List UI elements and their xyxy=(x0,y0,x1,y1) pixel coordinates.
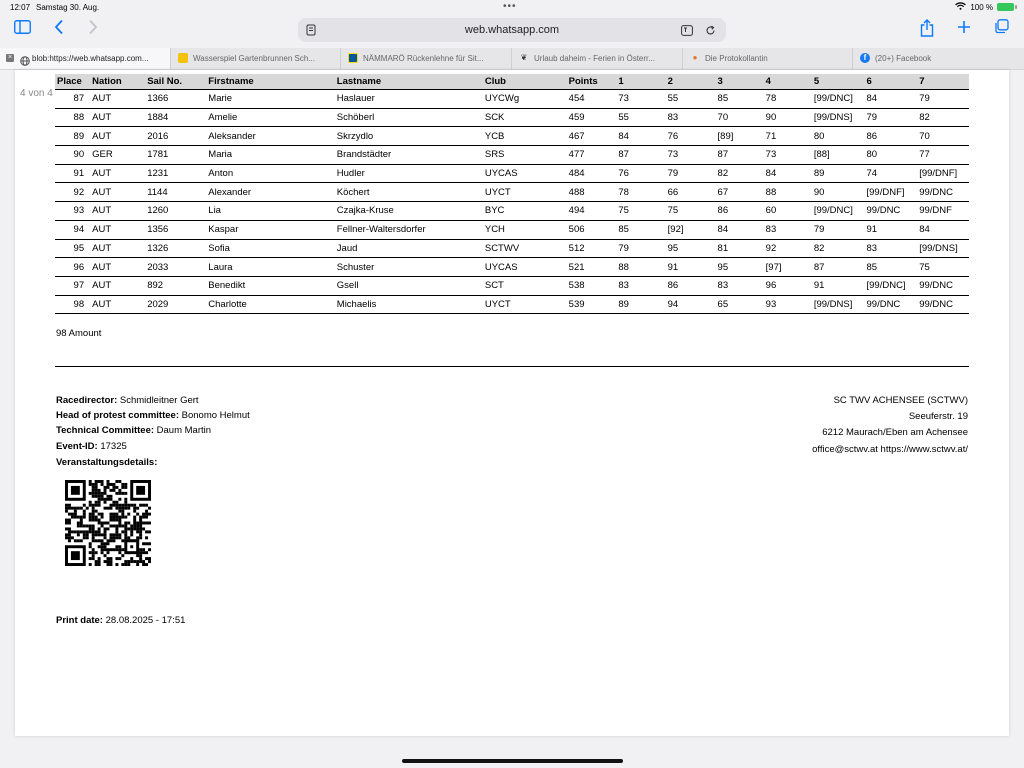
film-favicon-icon: ● xyxy=(692,53,698,62)
reader-icon[interactable] xyxy=(306,18,316,42)
table-cell: 78 xyxy=(616,183,665,202)
tab-label: (20+) Facebook xyxy=(875,54,932,63)
table-cell: 90 xyxy=(55,146,90,165)
table-cell: SCK xyxy=(483,108,567,127)
protest-line xyxy=(56,408,250,423)
table-cell: AUT xyxy=(90,239,145,258)
table-cell: 73 xyxy=(616,90,665,109)
table-cell: SCT xyxy=(483,276,567,295)
table-cell: 74 xyxy=(865,164,918,183)
table-row xyxy=(55,276,969,295)
column-header: Nation xyxy=(90,74,145,90)
column-header: 6 xyxy=(865,74,918,90)
tab-label: blob:https://web.whatsapp.com... xyxy=(32,54,149,63)
table-cell: Amelie xyxy=(206,108,335,127)
table-cell: 96 xyxy=(55,258,90,277)
officials-block xyxy=(56,393,250,454)
table-cell: AUT xyxy=(90,258,145,277)
event-label: Event-ID: xyxy=(56,440,98,452)
table-cell: Köchert xyxy=(335,183,483,202)
table-cell: 93 xyxy=(55,202,90,221)
column-header: Sail No. xyxy=(145,74,206,90)
table-cell: 99/DNC xyxy=(917,295,969,314)
table-cell: 79 xyxy=(616,239,665,258)
table-cell: 73 xyxy=(666,146,716,165)
column-header: 5 xyxy=(812,74,865,90)
sidebar-icon[interactable] xyxy=(14,19,31,41)
tab-label: Die Protokollantin xyxy=(705,54,768,63)
table-cell: AUT xyxy=(90,183,145,202)
table-cell: Laura xyxy=(206,258,335,277)
technical-value: Daum Martin xyxy=(156,425,212,437)
divider xyxy=(55,366,969,367)
table-cell: 488 xyxy=(567,183,617,202)
tab-blob-pdf[interactable] xyxy=(0,48,171,69)
event-value: 17325 xyxy=(100,440,127,452)
table-cell: YCB xyxy=(483,127,567,146)
table-cell: 90 xyxy=(764,108,812,127)
table-cell: 87 xyxy=(616,146,665,165)
table-cell: 76 xyxy=(616,164,665,183)
print-label: Print date: xyxy=(56,615,103,626)
table-cell: 89 xyxy=(812,164,865,183)
table-cell: 94 xyxy=(55,220,90,239)
table-cell: 86 xyxy=(666,276,716,295)
table-cell: Schöberl xyxy=(335,108,483,127)
table-cell: [99/DNS] xyxy=(917,239,969,258)
table-cell: 88 xyxy=(616,258,665,277)
table-cell: YCH xyxy=(483,220,567,239)
print-value: 28.08.2025 - 17:51 xyxy=(105,615,186,626)
table-cell: 1144 xyxy=(145,183,206,202)
table-cell: 477 xyxy=(567,146,617,165)
table-cell: [99/DNC] xyxy=(812,202,865,221)
table-cell: 85 xyxy=(716,90,764,109)
table-cell: 80 xyxy=(865,146,918,165)
table-cell: 98 xyxy=(55,295,90,314)
details-label: Veranstaltungsdetails: xyxy=(56,457,158,468)
table-cell: 512 xyxy=(567,239,617,258)
results-header-row xyxy=(55,74,969,90)
table-cell: 484 xyxy=(567,164,617,183)
table-cell: 1781 xyxy=(145,146,206,165)
technical-label: Technical Committee: xyxy=(56,425,155,437)
qr-code[interactable] xyxy=(65,480,151,566)
table-cell: 77 xyxy=(917,146,969,165)
table-cell: 86 xyxy=(716,202,764,221)
globe-icon xyxy=(20,53,30,69)
table-cell: 79 xyxy=(865,108,918,127)
table-cell: Czajka-Kruse xyxy=(335,202,483,221)
column-header: 4 xyxy=(764,74,812,90)
table-cell: Kaspar xyxy=(206,220,335,239)
table-cell: 99/DNF xyxy=(917,202,969,221)
table-cell: 459 xyxy=(567,108,617,127)
column-header: 3 xyxy=(716,74,764,90)
table-cell: 88 xyxy=(55,108,90,127)
table-cell: 87 xyxy=(55,90,90,109)
table-cell: 93 xyxy=(764,295,812,314)
translate-icon[interactable] xyxy=(681,24,696,36)
status-time: 12:07 xyxy=(10,3,31,12)
table-cell: 99/DNC xyxy=(865,295,918,314)
table-cell: 467 xyxy=(567,127,617,146)
table-cell: 82 xyxy=(812,239,865,258)
leaf-favicon-icon: ❦ xyxy=(520,53,528,62)
table-cell: AUT xyxy=(90,220,145,239)
racedirector-line xyxy=(56,393,250,408)
tabs-overview-icon[interactable] xyxy=(994,19,1009,41)
table-cell: Lia xyxy=(206,202,335,221)
table-cell: Sofia xyxy=(206,239,335,258)
racedirector-value: Schmidleitner Gert xyxy=(119,395,199,406)
table-row xyxy=(55,127,969,146)
table-cell: 83 xyxy=(616,276,665,295)
table-cell: 1366 xyxy=(145,90,206,109)
table-cell: Hudler xyxy=(335,164,483,183)
table-cell: AUT xyxy=(90,90,145,109)
table-cell: 84 xyxy=(716,220,764,239)
table-cell: 85 xyxy=(865,258,918,277)
home-indicator[interactable] xyxy=(402,759,623,763)
table-cell: GER xyxy=(90,146,145,165)
table-cell: [97] xyxy=(764,258,812,277)
table-cell: [99/DNS] xyxy=(812,108,865,127)
event-line xyxy=(56,439,250,454)
table-row xyxy=(55,258,969,277)
new-tab-icon[interactable] xyxy=(957,19,971,41)
column-header: Place xyxy=(55,74,90,90)
table-cell: 82 xyxy=(917,108,969,127)
wifi-icon xyxy=(955,2,966,12)
table-cell: 86 xyxy=(865,127,918,146)
tab-label: Wasserspiel Gartenbrunnen Sch... xyxy=(193,54,315,63)
column-header: 1 xyxy=(616,74,665,90)
table-cell: 55 xyxy=(616,108,665,127)
protest-value: Bonomo Helmut xyxy=(181,410,250,422)
table-cell: 454 xyxy=(567,90,617,109)
table-cell: UYCWg xyxy=(483,90,567,109)
table-row xyxy=(55,90,969,109)
table-cell: [99/DNC] xyxy=(865,276,918,295)
table-cell: 76 xyxy=(666,127,716,146)
table-cell: 75 xyxy=(616,202,665,221)
table-cell: UYCT xyxy=(483,183,567,202)
table-cell: 1884 xyxy=(145,108,206,127)
table-cell: Jaud xyxy=(335,239,483,258)
technical-line xyxy=(56,423,250,438)
table-cell: 87 xyxy=(716,146,764,165)
table-row xyxy=(55,164,969,183)
tab-bar xyxy=(0,48,1024,70)
club-address xyxy=(812,393,968,458)
table-cell: 892 xyxy=(145,276,206,295)
table-cell: Fellner-Waltersdorfer xyxy=(335,220,483,239)
table-cell: 90 xyxy=(812,183,865,202)
column-header: Club xyxy=(483,74,567,90)
table-cell: 55 xyxy=(666,90,716,109)
table-cell: 84 xyxy=(865,90,918,109)
close-tab-icon[interactable]: × xyxy=(7,54,13,61)
status-date: Samstag 30. Aug. xyxy=(36,3,100,12)
table-cell: 521 xyxy=(567,258,617,277)
table-cell: [99/DNF] xyxy=(917,164,969,183)
multitasking-dots-icon[interactable]: ••• xyxy=(503,1,517,12)
column-header: Lastname xyxy=(335,74,483,90)
column-header: Firstname xyxy=(206,74,335,90)
address-bar[interactable] xyxy=(298,18,726,42)
table-cell: 70 xyxy=(716,108,764,127)
table-cell: 91 xyxy=(55,164,90,183)
table-cell: 80 xyxy=(812,127,865,146)
table-cell: 95 xyxy=(716,258,764,277)
table-cell: 75 xyxy=(666,202,716,221)
results-body xyxy=(55,90,969,314)
table-cell: AUT xyxy=(90,202,145,221)
address-right-icons xyxy=(681,18,716,42)
table-row xyxy=(55,146,969,165)
table-cell: SRS xyxy=(483,146,567,165)
table-cell: 99/DNC xyxy=(917,183,969,202)
table-cell: Benedikt xyxy=(206,276,335,295)
column-header: Points xyxy=(567,74,617,90)
table-cell: 85 xyxy=(616,220,665,239)
table-cell: Skrzydlo xyxy=(335,127,483,146)
table-cell: 2016 xyxy=(145,127,206,146)
table-cell: 95 xyxy=(55,239,90,258)
table-cell: AUT xyxy=(90,276,145,295)
table-cell: 84 xyxy=(917,220,969,239)
table-cell: Haslauer xyxy=(335,90,483,109)
status-bar xyxy=(0,0,1024,16)
table-cell: 71 xyxy=(764,127,812,146)
url-text[interactable]: web.whatsapp.com xyxy=(464,24,560,36)
table-cell: 75 xyxy=(917,258,969,277)
table-cell: 89 xyxy=(55,127,90,146)
table-cell: 67 xyxy=(716,183,764,202)
table-cell: [88] xyxy=(812,146,865,165)
table-cell: 88 xyxy=(764,183,812,202)
table-cell: 97 xyxy=(55,276,90,295)
table-cell: UYCT xyxy=(483,295,567,314)
results-table xyxy=(55,74,969,314)
table-cell: Gsell xyxy=(335,276,483,295)
table-cell: 79 xyxy=(812,220,865,239)
table-cell: 2029 xyxy=(145,295,206,314)
club-city: 6212 Maurach/Eben am Achensee xyxy=(822,427,968,439)
table-cell: 73 xyxy=(764,146,812,165)
table-cell: AUT xyxy=(90,127,145,146)
forward-icon[interactable] xyxy=(88,19,98,42)
table-cell: 1356 xyxy=(145,220,206,239)
table-cell: 84 xyxy=(616,127,665,146)
table-cell: 81 xyxy=(716,239,764,258)
pdf-page[interactable] xyxy=(15,70,1009,736)
table-cell: UYCAS xyxy=(483,258,567,277)
table-cell: 91 xyxy=(865,220,918,239)
table-cell: 91 xyxy=(666,258,716,277)
table-cell: Maria xyxy=(206,146,335,165)
tab-label: NÄMMARÖ Rückenlehne für Sit... xyxy=(363,54,484,63)
table-cell: Aleksander xyxy=(206,127,335,146)
club-street: Seeuferstr. 19 xyxy=(908,411,968,423)
column-header: 2 xyxy=(666,74,716,90)
table-cell: 538 xyxy=(567,276,617,295)
table-cell: BYC xyxy=(483,202,567,221)
share-icon[interactable] xyxy=(920,19,934,44)
table-cell: [99/DNS] xyxy=(812,295,865,314)
facebook-favicon-icon: f xyxy=(860,53,870,63)
print-date xyxy=(56,615,185,626)
table-cell: [92] xyxy=(666,220,716,239)
browser-toolbar xyxy=(0,16,1024,46)
column-header: 7 xyxy=(917,74,969,90)
table-row xyxy=(55,295,969,314)
table-cell: 70 xyxy=(917,127,969,146)
amount-text: 98 Amount xyxy=(56,328,102,339)
table-cell: 87 xyxy=(812,258,865,277)
table-cell: 83 xyxy=(716,276,764,295)
table-cell: 82 xyxy=(716,164,764,183)
table-row xyxy=(55,108,969,127)
tab-label: Urlaub daheim - Ferien in Österr... xyxy=(534,54,655,63)
protest-label: Head of protest committee: xyxy=(56,410,179,422)
table-cell: 79 xyxy=(666,164,716,183)
table-cell: 539 xyxy=(567,295,617,314)
club-name: SC TWV ACHENSEE (SCTWV) xyxy=(833,395,968,406)
shop-favicon-icon xyxy=(178,53,188,63)
table-row xyxy=(55,220,969,239)
page-indicator: 4 von 4 xyxy=(20,88,53,99)
table-cell: AUT xyxy=(90,164,145,183)
table-cell: 94 xyxy=(666,295,716,314)
tab-wasserspiel[interactable] xyxy=(171,48,341,69)
table-cell: [99/DNF] xyxy=(865,183,918,202)
tab-nammaro[interactable] xyxy=(341,48,512,69)
table-cell: 1260 xyxy=(145,202,206,221)
tab-urlaub[interactable] xyxy=(512,48,683,69)
battery-percent: 100 % xyxy=(970,2,993,12)
table-cell: SCTWV xyxy=(483,239,567,258)
table-cell: 83 xyxy=(865,239,918,258)
table-cell: 83 xyxy=(666,108,716,127)
table-cell: 1326 xyxy=(145,239,206,258)
table-cell: Schuster xyxy=(335,258,483,277)
battery-icon xyxy=(997,3,1014,11)
table-cell: 494 xyxy=(567,202,617,221)
table-cell: 92 xyxy=(764,239,812,258)
table-cell: 78 xyxy=(764,90,812,109)
table-cell: 65 xyxy=(716,295,764,314)
table-row xyxy=(55,202,969,221)
table-row xyxy=(55,183,969,202)
table-cell: Michaelis xyxy=(335,295,483,314)
table-cell: AUT xyxy=(90,295,145,314)
table-cell: 84 xyxy=(764,164,812,183)
table-cell: 506 xyxy=(567,220,617,239)
status-right xyxy=(955,2,1014,12)
table-cell: UYCAS xyxy=(483,164,567,183)
table-cell: Anton xyxy=(206,164,335,183)
table-cell: 91 xyxy=(812,276,865,295)
table-cell: 99/DNC xyxy=(917,276,969,295)
table-cell: AUT xyxy=(90,108,145,127)
ikea-favicon-icon xyxy=(348,53,358,63)
table-cell: Alexander xyxy=(206,183,335,202)
table-cell: [89] xyxy=(716,127,764,146)
tab-facebook[interactable] xyxy=(853,48,1024,69)
table-cell: 83 xyxy=(764,220,812,239)
table-cell: Marie xyxy=(206,90,335,109)
tab-protokollantin[interactable] xyxy=(683,48,853,69)
table-cell: 89 xyxy=(616,295,665,314)
table-cell: Charlotte xyxy=(206,295,335,314)
table-cell: 99/DNC xyxy=(865,202,918,221)
table-cell: 1231 xyxy=(145,164,206,183)
table-cell: 79 xyxy=(917,90,969,109)
racedirector-label: Racedirector: xyxy=(56,395,118,406)
club-contact[interactable]: office@sctwv.at https://www.sctwv.at/ xyxy=(812,443,968,455)
table-cell: 95 xyxy=(666,239,716,258)
table-cell: [99/DNC] xyxy=(812,90,865,109)
back-icon[interactable] xyxy=(54,19,64,42)
table-cell: 60 xyxy=(764,202,812,221)
table-cell: 96 xyxy=(764,276,812,295)
table-cell: 92 xyxy=(55,183,90,202)
table-cell: 66 xyxy=(666,183,716,202)
reload-icon[interactable] xyxy=(705,24,716,36)
table-row xyxy=(55,239,969,258)
table-cell: Brandstädter xyxy=(335,146,483,165)
table-cell: 2033 xyxy=(145,258,206,277)
